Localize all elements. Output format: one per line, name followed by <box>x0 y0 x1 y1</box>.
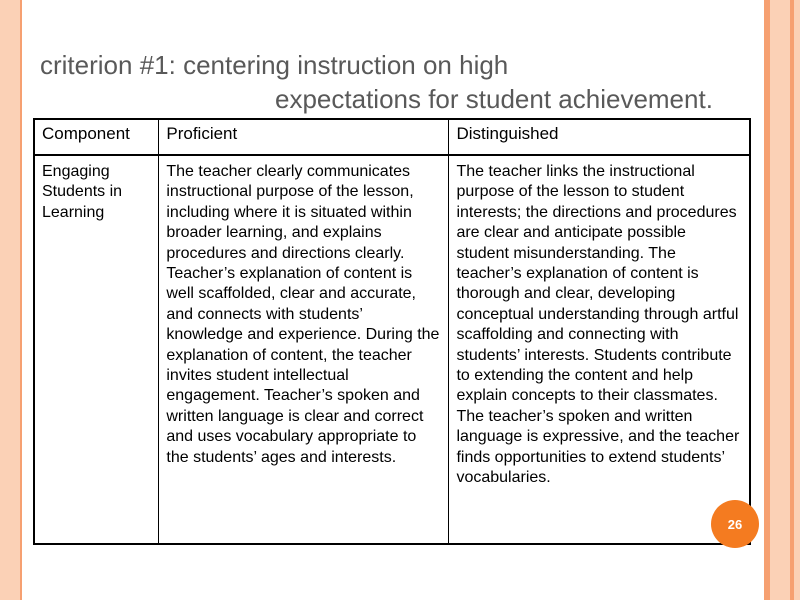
slide-title <box>40 48 760 116</box>
cell-distinguished: The teacher links the instructional purpose of the lesson to student interests; the directions and procedures are clear and anticipate possible student misunderstanding. The teacher’s explanation of content is thorough and clear, developing conceptual understanding through artful scaffolding and connecting with students’ interests. Students contribute to extending the content and help explain concepts to their classmates. The teacher’s spoken and written language is expressive, and the teacher finds opportunities to extend students’ vocabularies. <box>449 155 750 544</box>
left-decorative-stripe <box>0 0 20 600</box>
right-decorative-stripe <box>794 0 800 600</box>
column-header-distinguished: Distinguished <box>449 119 750 155</box>
rubric-table <box>33 118 751 545</box>
right-decorative-stripe <box>770 0 790 600</box>
column-header-component: Component <box>34 119 159 155</box>
table-header-row <box>34 119 750 155</box>
left-decorative-line <box>20 0 22 600</box>
cell-component: Engaging Students in Learning <box>34 155 159 544</box>
column-header-proficient: Proficient <box>159 119 449 155</box>
table-row <box>34 155 750 544</box>
slide-title-line-1: criterion #1: centering instruction on high <box>40 50 509 80</box>
slide-title-line-2: expectations for student achievement. <box>275 84 713 114</box>
page-number-badge: 26 <box>711 500 759 548</box>
cell-proficient: The teacher clearly communicates instructional purpose of the lesson, including where it is situated within broader learning, and explains procedures and directions clearly. Teacher’s explanation of content is well scaffolded, clear and accurate, and connects with students’ knowledge and experience. During the explanation of content, the teacher invites student intellectual engagement. Teacher’s spoken and written language is clear and correct and uses vocabulary appropriate to the students’ ages and interests. <box>159 155 449 544</box>
